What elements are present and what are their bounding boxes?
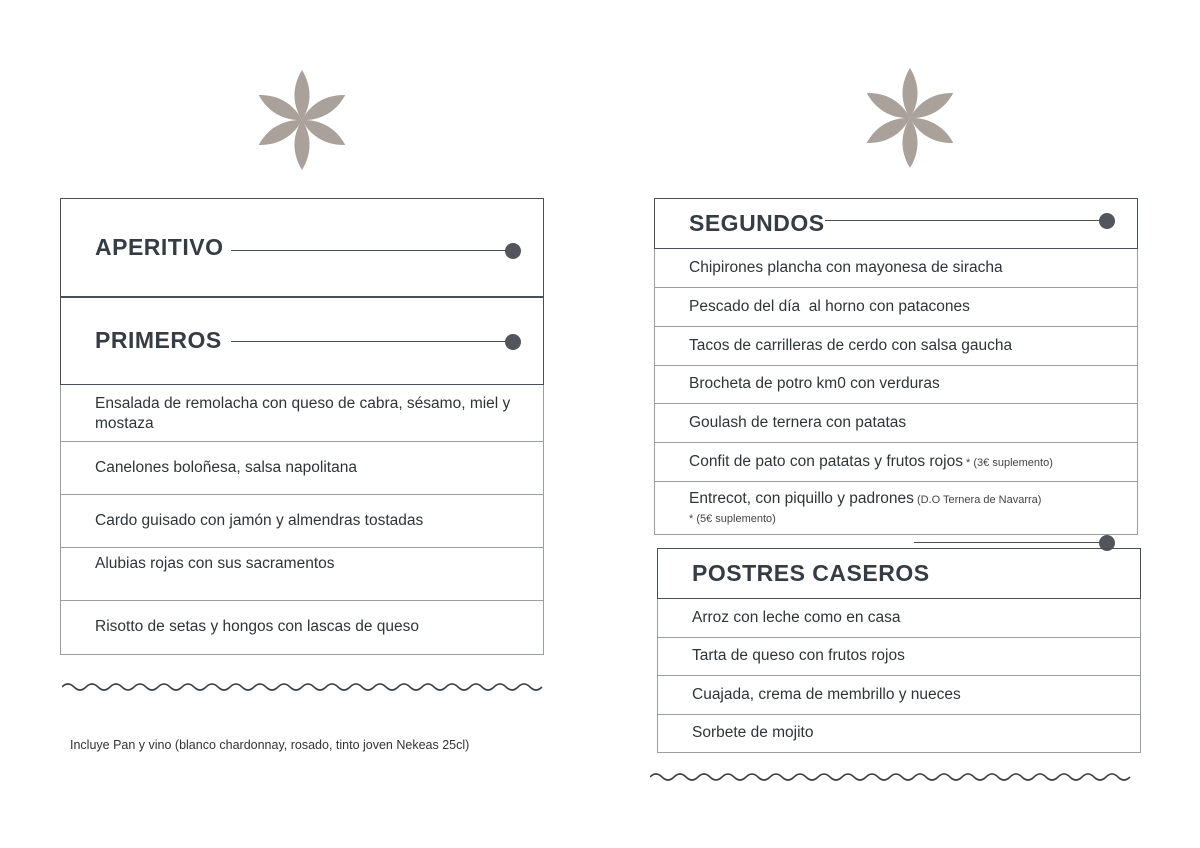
dish-name: Cardo guisado con jamón y almendras tostadas xyxy=(95,512,424,529)
segundos-rule xyxy=(825,220,1105,221)
list-item xyxy=(60,601,544,655)
dish-name: Tacos de carrilleras de cerdo con salsa gaucha xyxy=(689,337,1013,354)
list-item xyxy=(60,385,544,442)
postres-rule xyxy=(914,542,1104,543)
asterisk-flower-icon xyxy=(254,68,350,172)
aperitivo-rule xyxy=(231,250,511,251)
list-item xyxy=(654,288,1138,327)
list-item xyxy=(657,599,1141,638)
dish-supplement: * (3€ suplemento) xyxy=(963,457,1053,469)
dish-line xyxy=(689,452,1053,473)
list-item xyxy=(657,638,1141,676)
primeros-dot-icon xyxy=(505,334,521,350)
dish-name: Arroz con leche como en casa xyxy=(692,609,901,626)
dish-name: Pescado del día al horno con patacones xyxy=(689,298,970,315)
list-item xyxy=(654,443,1138,482)
included-note: Incluye Pan y vino (blanco chardonnay, rosado, tinto joven Nekeas 25cl) xyxy=(70,738,470,752)
dish-name: Goulash de ternera con patatas xyxy=(689,414,907,431)
list-item xyxy=(657,715,1141,753)
dish-name: Brocheta de potro km0 con verduras xyxy=(689,375,940,392)
dish-name: Alubias rojas con sus sacramentos xyxy=(95,555,335,572)
wavy-divider-icon xyxy=(62,680,548,694)
segundos-title: SEGUNDOS xyxy=(689,210,825,236)
dish-origin: (D.O Ternera de Navarra) xyxy=(913,494,1042,506)
list-item xyxy=(654,249,1138,288)
aperitivo-title: APERITIVO xyxy=(95,234,224,260)
dish-name: Risotto de setas y hongos con lascas de queso xyxy=(95,618,419,635)
dish-name: Ensalada de remolacha con queso de cabra, sésamo, miel y mostaza xyxy=(95,395,511,432)
list-item xyxy=(60,548,544,601)
dish-name: Entrecot, con piquillo y padrones xyxy=(689,490,914,507)
dish-line xyxy=(689,489,1041,510)
postres-title: POSTRES CASEROS xyxy=(692,560,930,586)
list-item xyxy=(657,676,1141,715)
list-item xyxy=(654,482,1138,535)
list-item xyxy=(654,327,1138,366)
dish-name: Sorbete de mojito xyxy=(692,724,814,741)
wavy-divider-icon xyxy=(650,770,1136,784)
list-item xyxy=(654,404,1138,443)
asterisk-flower-icon xyxy=(862,66,958,170)
segundos-dot-icon xyxy=(1099,213,1115,229)
dish-supplement: * (5€ suplemento) xyxy=(689,513,776,525)
dish-name: Canelones boloñesa, salsa napolitana xyxy=(95,459,357,476)
dish-name: Cuajada, crema de membrillo y nueces xyxy=(692,686,961,703)
list-item xyxy=(654,366,1138,404)
dish-name: Tarta de queso con frutos rojos xyxy=(692,647,905,664)
primeros-rule xyxy=(231,341,511,342)
list-item xyxy=(60,442,544,495)
list-item xyxy=(60,495,544,548)
primeros-title: PRIMEROS xyxy=(95,327,222,353)
aperitivo-dot-icon xyxy=(505,243,521,259)
dish-name: Chipirones plancha con mayonesa de siracha xyxy=(689,259,1003,276)
dish-name: Confit de pato con patatas y frutos rojos xyxy=(689,453,963,470)
